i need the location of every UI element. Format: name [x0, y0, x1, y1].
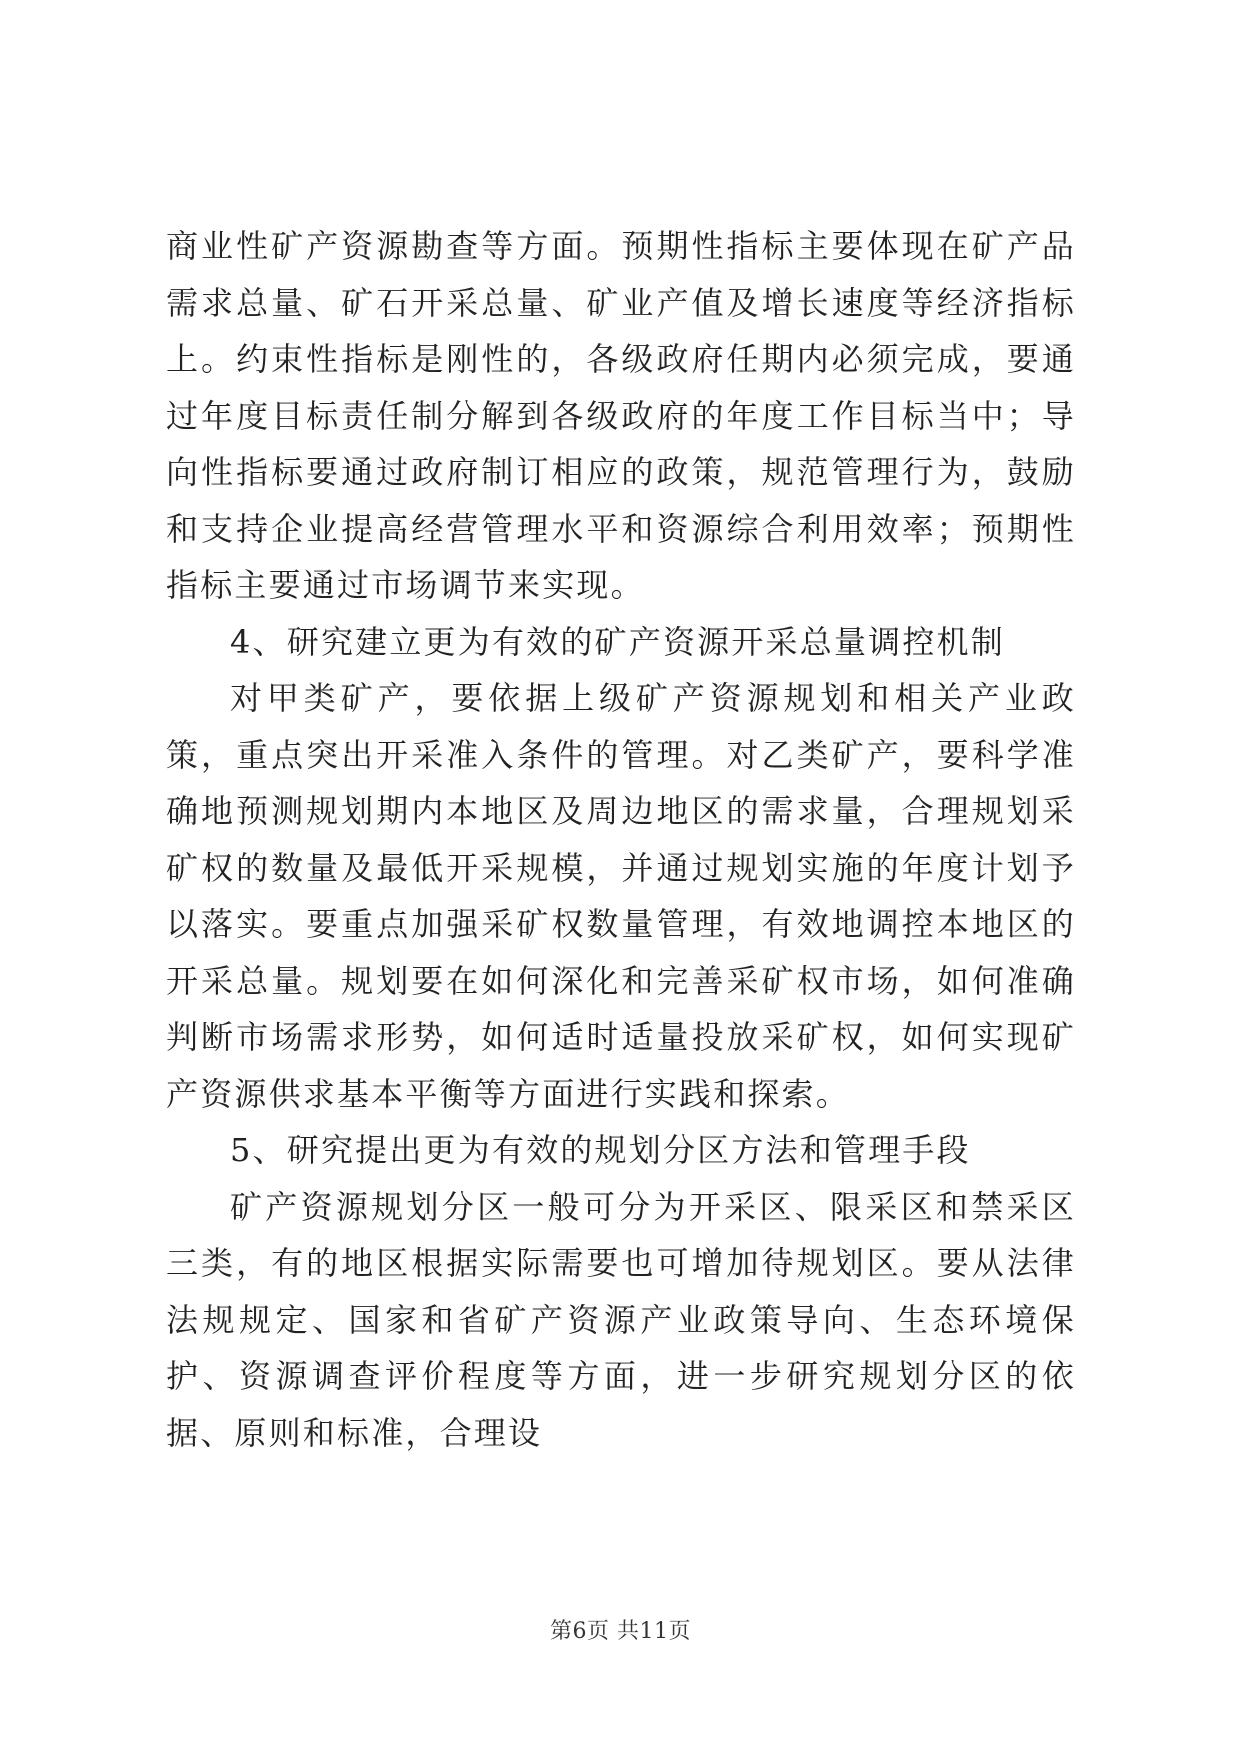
- paragraph-continuation: 商业性矿产资源勘查等方面。预期性指标主要体现在矿产品需求总量、矿石开采总量、矿业产值及增长速度等经济指标上。约束性指标是刚性的，各级政府任期内必须完成，要通过年度目标责任制分解到各级政府的年度工作目标当中；导向性指标要通过政府制订相应的政策，规范管理行为，鼓励和支持企业提高经营管理水平和资源综合利用效率；预期性指标主要通过市场调节来实现。: [166, 227, 1076, 604]
- page-footer: 第6页 共11页: [550, 1619, 691, 1644]
- section-heading-4: 4、研究建立更为有效的矿产资源开采总量调控机制: [230, 622, 1005, 661]
- paragraph-section-4: 对甲类矿产，要依据上级矿产资源规划和相关产业政策，重点突出开采准入条件的管理。对乙类矿产，要科学准确地预测规划期内本地区及周边地区的需求量，合理规划采矿权的数量及最低开采规模，并通过规划实施的年度计划予以落实。要重点加强采矿权数量管理，有效地调控本地区的开采总量。规划要在如何深化和完善采矿权市场，如何准确判断市场需求形势，如何适时适量投放采矿权，如何实现矿产资源供求基本平衡等方面进行实践和探索。: [166, 679, 1076, 1113]
- paragraph-section-5: 矿产资源规划分区一般可分为开采区、限采区和禁采区三类，有的地区根据实际需要也可增加待规划区。要从法律法规规定、国家和省矿产资源产业政策导向、生态环境保护、资源调查评价程度等方面，进一步研究规划分区的依据、原则和标准，合理设: [166, 1187, 1076, 1452]
- document-body: [166, 218, 1076, 1461]
- section-heading-5: 5、研究提出更为有效的规划分区方法和管理手段: [230, 1131, 971, 1169]
